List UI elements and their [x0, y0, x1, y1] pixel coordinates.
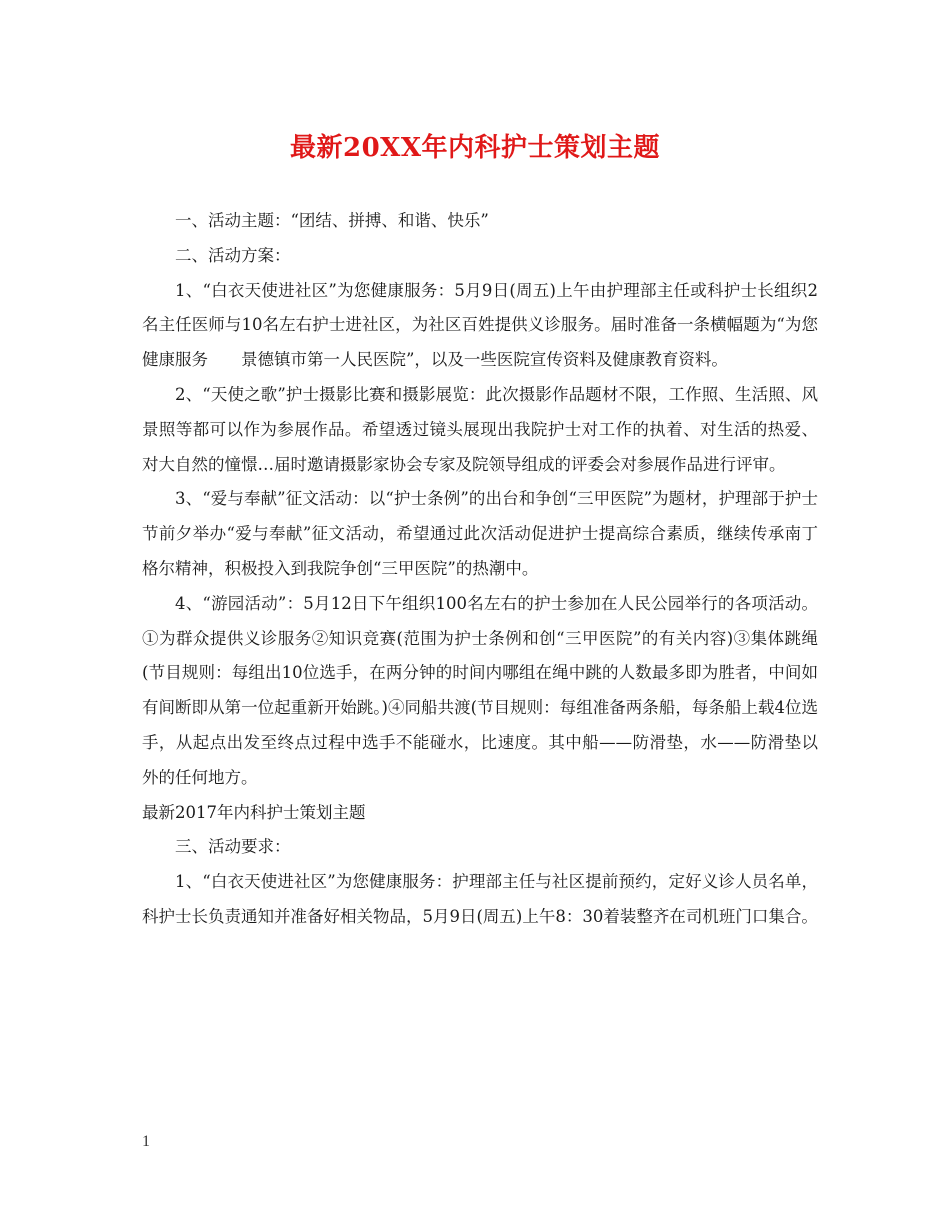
- paragraph-plan-heading: 二、活动方案：: [175, 245, 291, 265]
- document-body: [142, 204, 818, 935]
- paragraph-plan-2: 2、“天使之歌”护士摄影比赛和摄影展览：此次摄影作品题材不限，工作照、生活照、风景照等都可以作为参展作品。希望透过镜头展现出我院护士对工作的执着、对生活的热爱、对大自然的憧憬…届时邀请摄影家协会专家及院领导组成的评委会对参展作品进行评审。: [142, 384, 818, 474]
- paragraph-plan-1: 1、“白衣天使进社区”为您健康服务：5月9日(周五)上午由护理部主任或科护士长组织2名主任医师与10名左右护士进社区，为社区百姓提供义诊服务。届时准备一条横幅题为“为您健康服务 景德镇市第一人民医院”，以及一些医院宣传资料及健康教育资料。: [142, 280, 818, 370]
- paragraph-theme: 一、活动主题：“团结、拼搏、和谐、快乐”: [175, 211, 489, 230]
- page-number: 1: [142, 1133, 150, 1150]
- document-title: 最新20XX年内科护士策划主题: [289, 133, 661, 163]
- paragraph-inline-title: 最新2017年内科护士策划主题: [142, 802, 366, 822]
- paragraph-requirement-1: 1、“白衣天使进社区”为您健康服务：护理部主任与社区提前预约，定好义诊人员名单，科护士长负责通知并准备好相关物品，5月9日(周五)上午8：30着装整齐在司机班门口集合。: [142, 872, 818, 926]
- paragraph-plan-4: 4、“游园活动”：5月12日下午组织100名左右的护士参加在人民公园举行的各项活动。①为群众提供义诊服务②知识竞赛(范围为护士条例和创“三甲医院”的有关内容)③集体跳绳(节目规则：每组出10位选手，在两分钟的时间内哪组在绳中跳的人数最多即为胜者，中间如有间断即从第一位起重新开始跳。)④同船共渡(节目规则：每组准备两条船，每条船上载4位选手，从起点出发至终点过程中选手不能碰水，比速度。其中船——防滑垫，水——防滑垫以外的任何地方。: [142, 593, 818, 787]
- paragraph-plan-3: 3、“爱与奉献”征文活动：以“护士条例”的出台和争创“三甲医院”为题材，护理部于护士节前夕举办“爱与奉献”征文活动，希望通过此次活动促进护士提高综合素质，继续传承南丁格尔精神，积极投入到我院争创“三甲医院”的热潮中。: [142, 489, 818, 578]
- paragraph-requirements-heading: 三、活动要求：: [175, 837, 291, 857]
